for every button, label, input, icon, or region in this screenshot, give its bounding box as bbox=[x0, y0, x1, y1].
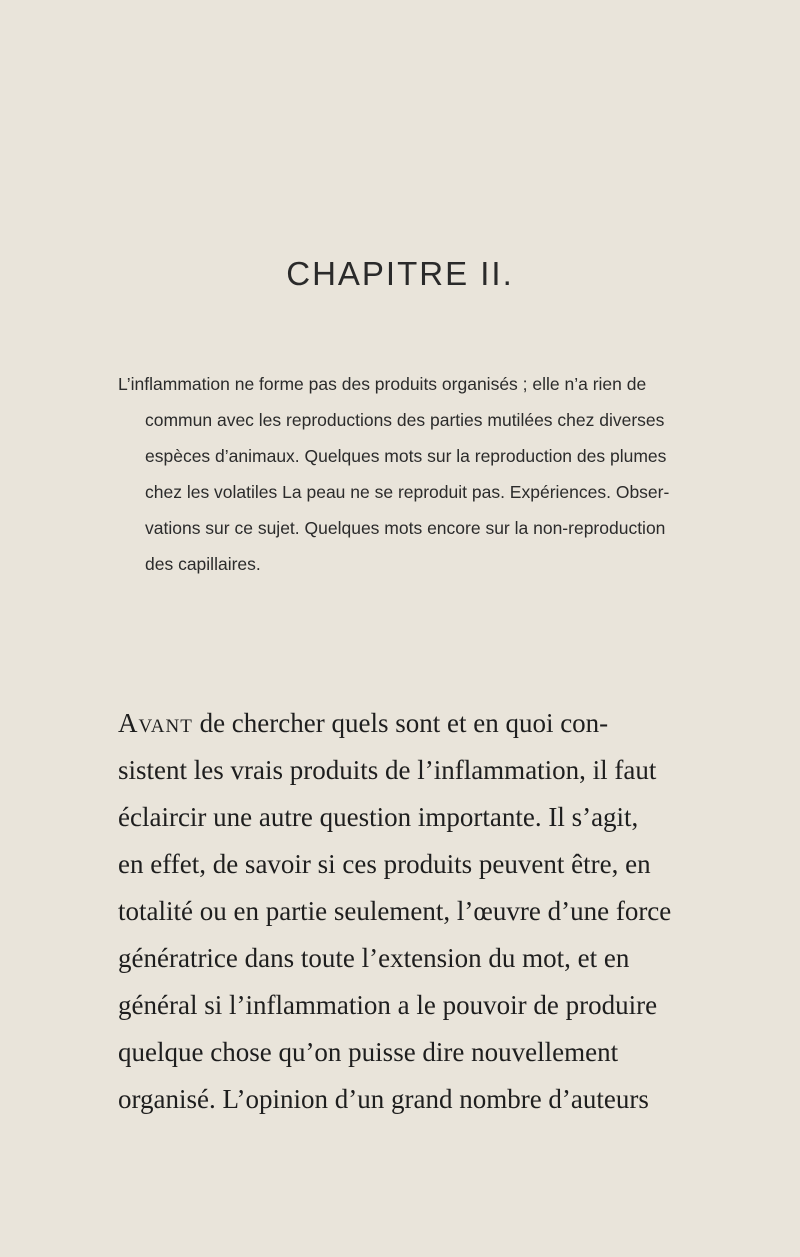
body-line: éclaircir une autre question importante. Il s’agit, bbox=[118, 802, 639, 832]
summary-line: des capillaires. bbox=[145, 554, 261, 574]
body-line: génératrice dans toute l’extension du mot, et en bbox=[118, 943, 630, 973]
body-line: quelque chose qu’on puisse dire nouvellement bbox=[118, 1037, 619, 1067]
body-line: organisé. L’opinion d’un grand nombre d’auteurs bbox=[118, 1084, 649, 1114]
body-line: général si l’inflammation a le pouvoir de produire bbox=[118, 990, 658, 1020]
summary-line: L’inflammation ne forme pas des produits organisés ; elle n’a rien de bbox=[118, 374, 647, 394]
body-line: en effet, de savoir si ces produits peuvent être, en bbox=[118, 849, 651, 879]
body-paragraph bbox=[118, 700, 698, 1123]
body-line bbox=[118, 700, 698, 747]
body-line: totalité ou en partie seulement, l’œuvre d’une force bbox=[118, 896, 672, 926]
summary-line: chez les volatiles La peau ne se reproduit pas. Expériences. Obser- bbox=[145, 482, 670, 502]
body-line: sistent les vrais produits de l’inflammation, il faut bbox=[118, 755, 657, 785]
opening-line-rest: de chercher quels sont et en quoi con- bbox=[192, 708, 609, 738]
summary-line: espèces d’animaux. Quelques mots sur la reproduction des plumes bbox=[145, 446, 667, 466]
chapter-title: CHAPITRE II. bbox=[286, 255, 514, 292]
summary-line: vations sur ce sujet. Quelques mots encore sur la non-reproduction bbox=[145, 518, 666, 538]
chapter-summary bbox=[118, 366, 688, 582]
summary-line: commun avec les reproductions des parties mutilées chez diverses bbox=[145, 410, 665, 430]
opening-word: Avant bbox=[118, 708, 193, 738]
